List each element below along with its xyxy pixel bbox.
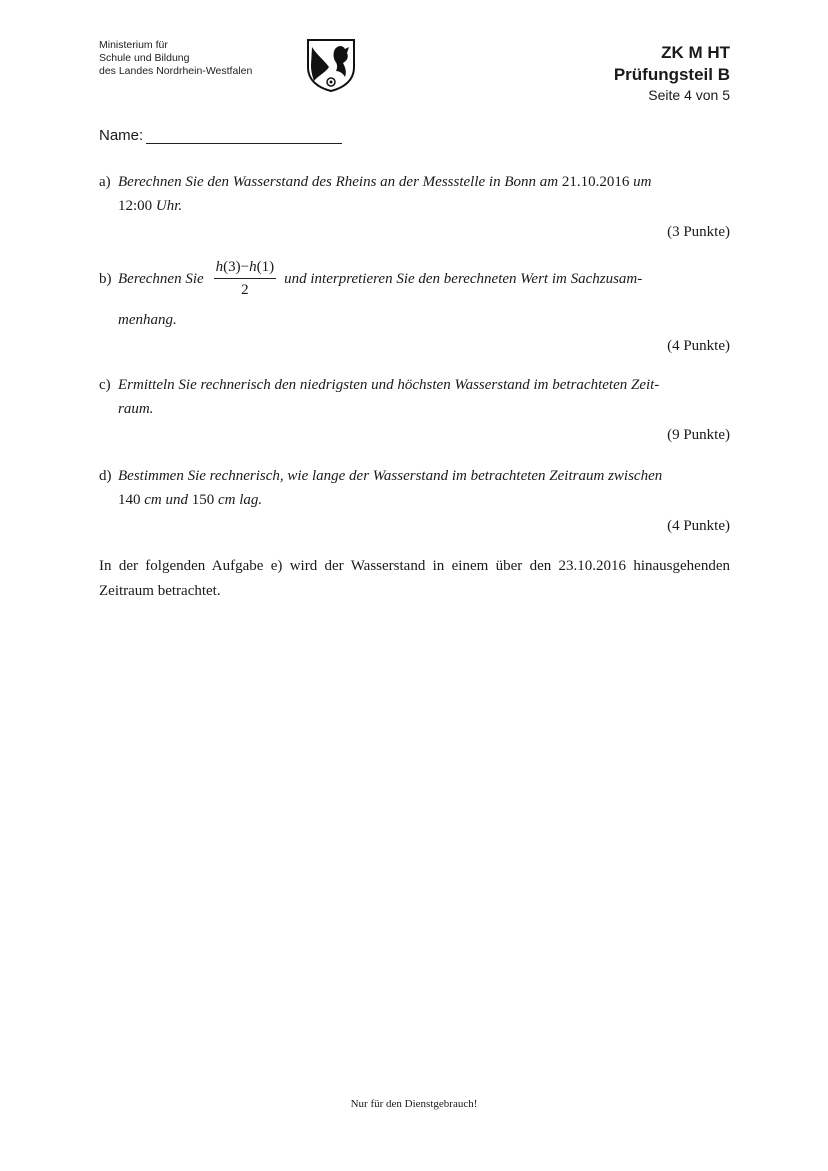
intro-paragraph-e: In der folgenden Aufgabe e) wird der Wasserstand in einem über den 23.10.2016 hinausgehenden Zeitraum betrachtet. bbox=[99, 558, 730, 599]
ministry-line: des Landes Nordrhein-Westfalen bbox=[99, 65, 253, 77]
task-b bbox=[99, 257, 730, 358]
ministry-line: Ministerium für bbox=[99, 39, 168, 51]
footer-note: Nur für den Dienstgebrauch! bbox=[350, 1098, 478, 1110]
task-letter: c) bbox=[99, 377, 111, 393]
task-text: Ermitteln Sie rechnerisch den niedrigsten und höchsten Wasserstand im betrachteten Zeit- raum. bbox=[118, 377, 660, 417]
task-text: Bestimmen Sie rechnerisch, wie lange der Wasserstand im betrachteten Zeitraum zwischen 140 cm und 150 cm lag. bbox=[118, 468, 663, 508]
task-points: (4 Punkte) bbox=[667, 338, 730, 354]
name-label: Name: bbox=[99, 127, 144, 144]
exam-header bbox=[614, 42, 730, 104]
exam-code: ZK M HT bbox=[661, 43, 730, 62]
fraction-formula: $\frac{h(3)-h(1)}{2}$ bbox=[215, 259, 275, 298]
ministry-line: Schule und Bildung bbox=[99, 52, 190, 64]
task-letter: a) bbox=[99, 174, 111, 190]
task-c bbox=[99, 373, 730, 447]
page-info: Seite 4 von 5 bbox=[648, 87, 730, 103]
task-text: und interpretieren Sie den berechneten Wert im Sachzusam- bbox=[284, 270, 643, 287]
task-letter: b) bbox=[99, 270, 112, 287]
nrw-coat-of-arms-icon bbox=[305, 37, 357, 93]
name-field bbox=[99, 127, 342, 144]
task-letter: d) bbox=[99, 468, 112, 484]
task-points: (9 Punkte) bbox=[667, 427, 730, 443]
task-a bbox=[99, 170, 730, 244]
task-text: Berechnen Sie den Wasserstand des Rheins an der Messstelle in Bonn am 21.10.2016 um 12:00 Uhr. bbox=[118, 174, 652, 214]
task-points: (3 Punkte) bbox=[667, 224, 730, 240]
task-d bbox=[99, 464, 730, 538]
task-points: (4 Punkte) bbox=[667, 518, 730, 534]
task-text: menhang. bbox=[118, 312, 177, 328]
name-blank-line bbox=[146, 128, 342, 144]
exam-part: Prüfungsteil B bbox=[613, 65, 730, 84]
task-text: Berechnen Sie bbox=[118, 270, 204, 287]
ministry-name bbox=[99, 39, 252, 78]
